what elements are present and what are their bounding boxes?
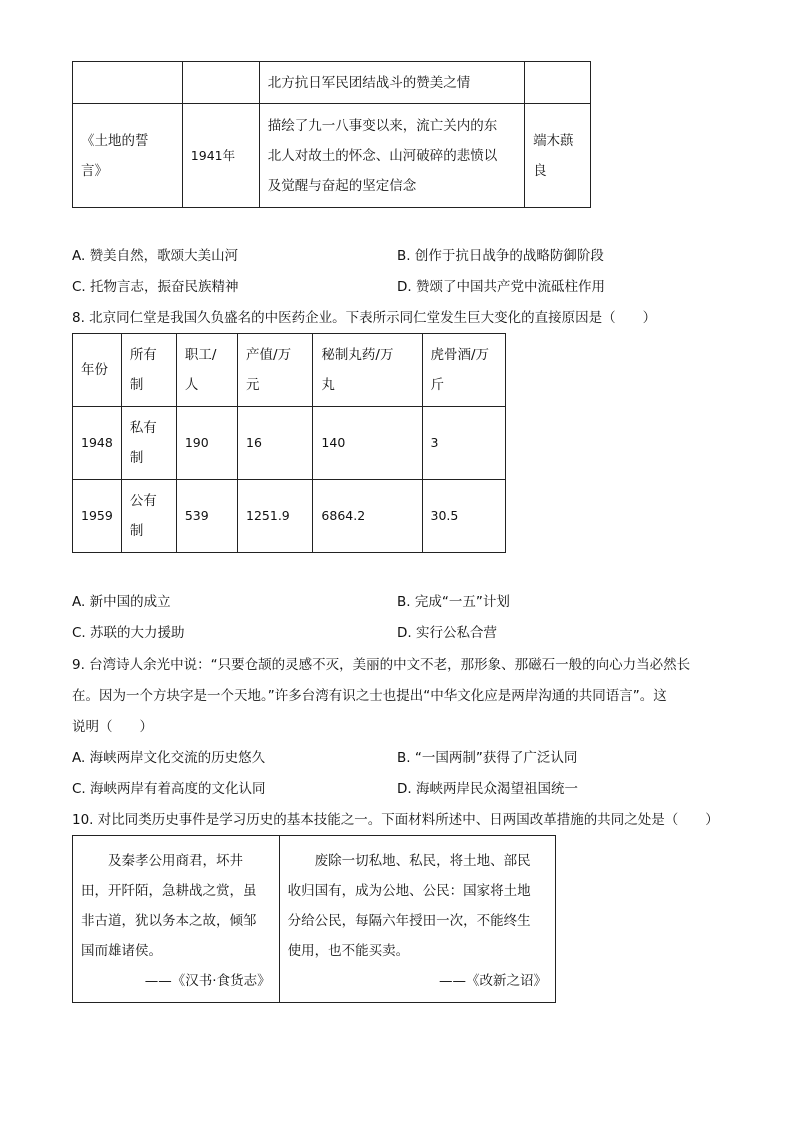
header-cell (176, 334, 237, 407)
quote-line: 使用，也不能买卖。 (287, 943, 410, 959)
quote-line: 田，开阡陌，急耕战之赏，虽 (81, 883, 257, 899)
pills-cell: 140 (313, 407, 422, 480)
question-stem-line: 在。因为一个方块字是一个天地。”许多台湾有识之士也提出“中华文化应是两岸沟通的共同语言”。这 (72, 688, 667, 704)
table-row (73, 62, 591, 104)
quote-source: ——《改新之诏》 (439, 973, 547, 989)
ownership-cell (121, 480, 176, 553)
ownership-line: 私有 (129, 420, 157, 436)
table-row (73, 407, 506, 480)
table-header-row (73, 334, 506, 407)
header-cell (121, 334, 176, 407)
gaishin-quote-cell (279, 836, 555, 1003)
header-cell (238, 334, 313, 407)
quote-source: ——《汉书·食货志》 (144, 973, 271, 989)
staff-cell: 539 (176, 480, 237, 553)
description-line: 描绘了九一八事变以来，流亡关内的东 (267, 117, 498, 134)
header-cell (422, 334, 506, 407)
staff-cell: 190 (176, 407, 237, 480)
tongrentang-table (72, 333, 506, 553)
description-cell (259, 104, 524, 208)
quote-line: 及秦孝公用商君，坏井 (108, 853, 243, 869)
year-cell: 1941年 (182, 104, 259, 208)
table-cell (525, 62, 591, 104)
reform-material-table (72, 835, 556, 1003)
poem-title-line: 《土地的誓 (81, 132, 149, 149)
quote-line: 分给公民，每隔六年授田一次，不能终生 (287, 913, 531, 929)
header-line: 丸 (321, 377, 335, 393)
hanshu-quote-cell (73, 836, 280, 1003)
option-b[interactable]: B. “一国两制”获得了广泛认同 (397, 750, 578, 766)
table-row (73, 104, 591, 208)
ownership-line: 制 (129, 450, 144, 466)
header-line: 年份 (81, 362, 108, 378)
header-line: 制 (129, 377, 144, 393)
question-stem: 8. 北京同仁堂是我国久负盛名的中医药企业。下表所示同仁堂发生巨大变化的直接原因是（ ） (72, 310, 657, 326)
year-cell: 1959 (73, 480, 122, 553)
year-cell: 1948 (73, 407, 122, 480)
header-line: 职工/ (184, 347, 217, 363)
option-d[interactable]: D. 赞颂了中国共产党中流砥柱作用 (397, 279, 605, 295)
author-line: 良 (533, 162, 547, 179)
description-line: 北人对故土的怀念、山河破碎的悲愤以 (267, 147, 498, 164)
header-line: 所有 (129, 347, 157, 363)
option-d[interactable]: D. 实行公私合营 (397, 625, 497, 641)
option-c[interactable]: C. 托物言志，振奋民族精神 (72, 279, 239, 295)
table-cell (73, 62, 183, 104)
poem-table (72, 61, 591, 208)
ownership-line: 公有 (129, 493, 157, 509)
header-line: 秘制丸药/万 (321, 347, 394, 363)
author-cell (525, 104, 591, 208)
option-a[interactable]: A. 海峡两岸文化交流的历史悠久 (72, 750, 266, 766)
header-line: 斤 (430, 377, 444, 393)
quote-line: 国而雄诸侯。 (81, 943, 162, 959)
option-b[interactable]: B. 完成“一五”计划 (397, 594, 510, 610)
output-cell: 16 (238, 407, 313, 480)
wine-cell: 3 (422, 407, 506, 480)
description-line: 及觉醒与奋起的坚定信念 (267, 177, 417, 194)
quote-line: 收归国有，成为公地、公民：国家将土地 (287, 883, 531, 899)
table-row (73, 480, 506, 553)
question-stem: 10. 对比同类历史事件是学习历史的基本技能之一。下面材料所述中、日两国改革措施的共同之处是（ ） (72, 812, 719, 828)
question-stem-line: 说明（ ） (72, 719, 153, 735)
header-cell (313, 334, 422, 407)
author-line: 端木蕻 (533, 132, 574, 149)
quote-line: 非古道，犹以务本之故，倾邹 (81, 913, 257, 929)
header-cell (73, 334, 122, 407)
output-cell: 1251.9 (238, 480, 313, 553)
option-c[interactable]: C. 海峡两岸有着高度的文化认同 (72, 781, 266, 797)
table-cell (182, 62, 259, 104)
header-line: 虎骨酒/万 (430, 347, 490, 363)
option-a[interactable]: A. 赞美自然，歌颂大美山河 (72, 248, 239, 264)
header-line: 元 (246, 377, 260, 393)
poem-title-cell (73, 104, 183, 208)
header-line: 人 (184, 377, 199, 393)
wine-cell: 30.5 (422, 480, 506, 553)
header-line: 产值/万 (246, 347, 292, 363)
table-row (73, 836, 556, 1003)
pills-cell: 6864.2 (313, 480, 422, 553)
option-d[interactable]: D. 海峡两岸民众渴望祖国统一 (397, 781, 578, 797)
option-c[interactable]: C. 苏联的大力援助 (72, 625, 185, 641)
question-stem-line: 9. 台湾诗人余光中说：“只要仓颉的灵感不灭，美丽的中文不老，那形象、那磁石一般的向心力当必然长 (72, 657, 691, 673)
poem-title-line: 言》 (81, 162, 108, 179)
table-cell: 北方抗日军民团结战斗的赞美之情 (259, 62, 524, 104)
quote-line: 废除一切私地、私民，将土地、部民 (314, 853, 531, 869)
ownership-line: 制 (129, 523, 144, 539)
ownership-cell (121, 407, 176, 480)
option-a[interactable]: A. 新中国的成立 (72, 594, 171, 610)
option-b[interactable]: B. 创作于抗日战争的战略防御阶段 (397, 248, 604, 264)
